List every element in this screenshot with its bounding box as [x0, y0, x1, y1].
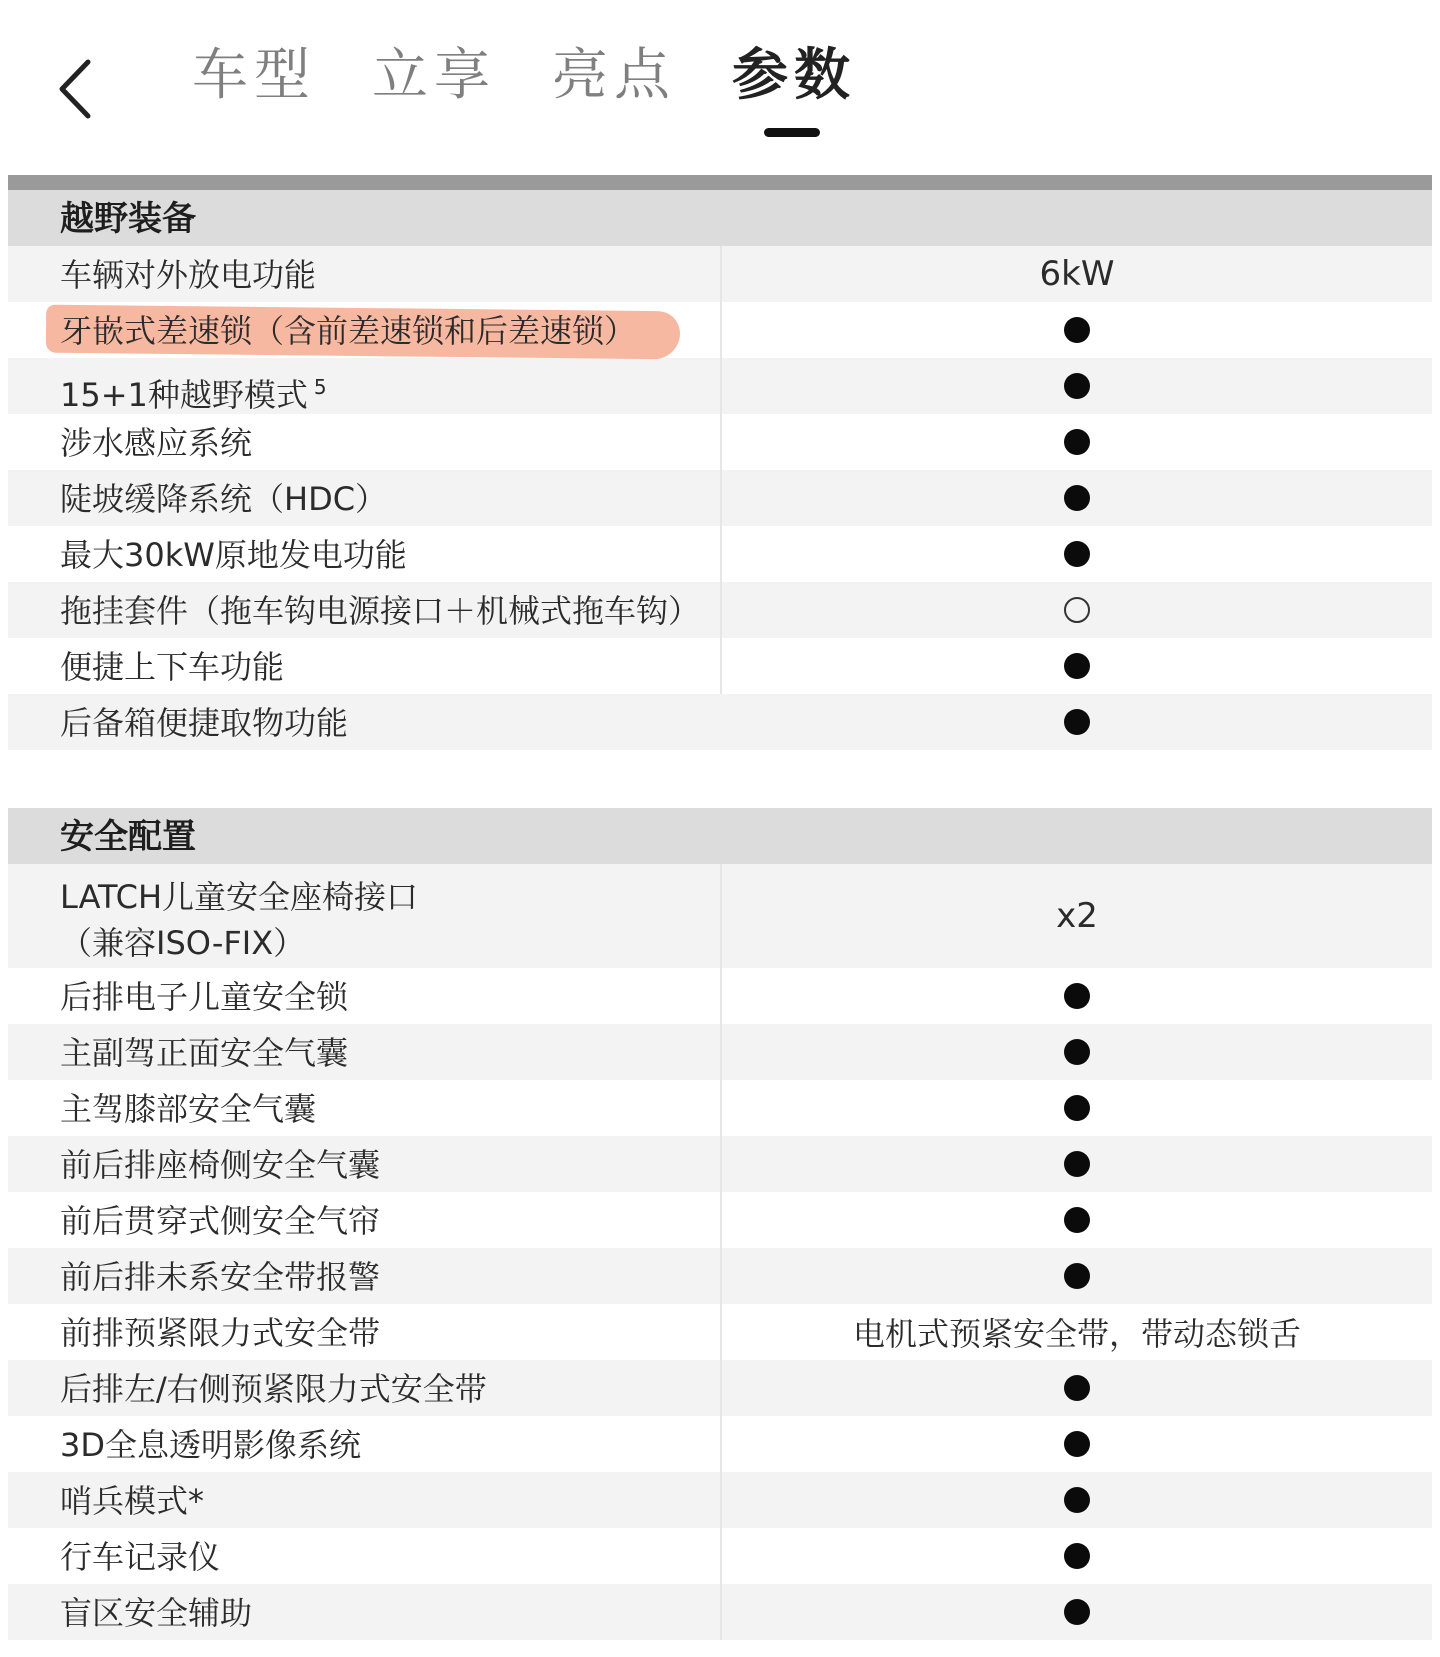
spec-label: 陡坡缓降系统（HDC）: [60, 480, 388, 518]
spec-value: [722, 582, 1432, 638]
spec-value-text: 6kW: [1039, 254, 1115, 294]
spec-label-line: （兼容ISO-FIX）: [60, 924, 306, 962]
spec-value: [722, 1528, 1432, 1584]
spec-value: [722, 1248, 1432, 1304]
standard-dot-icon: [1064, 1095, 1090, 1121]
spec-value: [722, 302, 1432, 358]
spec-label: 后排左/右侧预紧限力式安全带: [60, 1370, 487, 1408]
section-title: 越野装备: [60, 199, 196, 239]
standard-dot-icon: [1064, 1375, 1090, 1401]
standard-dot-icon: [1064, 1039, 1090, 1065]
spec-row: [8, 1472, 1432, 1528]
spec-value: [722, 1136, 1432, 1192]
spec-row: [8, 1416, 1432, 1472]
section-safety-configuration: [8, 808, 1432, 1640]
spec-label: 后排电子儿童安全锁: [60, 978, 349, 1016]
spec-row: [8, 526, 1432, 582]
spec-value: [722, 358, 1432, 414]
spec-value-text: x2: [1056, 896, 1098, 936]
spec-value: [722, 864, 1432, 968]
standard-dot-icon: [1064, 1599, 1090, 1625]
spec-value: [722, 526, 1432, 582]
spec-label: 前后排未系安全带报警: [60, 1258, 381, 1296]
standard-dot-icon: [1064, 1431, 1090, 1457]
spec-row: [8, 968, 1432, 1024]
spec-label: [60, 874, 580, 966]
spec-value: [722, 1584, 1432, 1640]
spec-row: [8, 1248, 1432, 1304]
spec-value: [722, 638, 1432, 694]
back-button[interactable]: [52, 54, 112, 124]
spec-value: [722, 968, 1432, 1024]
top-navigation: [0, 0, 1440, 170]
section-header: [8, 190, 1432, 246]
spec-label: 盲区安全辅助: [60, 1594, 253, 1632]
spec-value: [722, 694, 1432, 750]
spec-label: 涉水感应系统: [60, 424, 253, 462]
spec-label: 后备箱便捷取物功能: [60, 704, 349, 742]
spec-label: 前后贯穿式侧安全气帘: [60, 1202, 381, 1240]
spec-label-text: 15+1种越野模式: [60, 376, 308, 414]
spec-row: [8, 246, 1432, 302]
spec-value: [722, 1192, 1432, 1248]
spec-label: 拖挂套件（拖车钩电源接口＋机械式拖车钩）: [60, 592, 701, 630]
spec-row: [8, 694, 1432, 750]
standard-dot-icon: [1064, 1263, 1090, 1289]
standard-dot-icon: [1064, 653, 1090, 679]
optional-circle-icon: [1064, 597, 1090, 623]
chevron-left-icon: [52, 54, 112, 124]
spec-label-line: LATCH儿童安全座椅接口: [60, 878, 419, 916]
spec-label: 便捷上下车功能: [60, 648, 285, 686]
active-tab-indicator: [764, 128, 820, 137]
spec-row: [8, 1136, 1432, 1192]
spec-label: 最大30kW原地发电功能: [60, 536, 407, 574]
standard-dot-icon: [1064, 541, 1090, 567]
tab-car-model[interactable]: 车型: [192, 43, 316, 108]
spec-row: [8, 638, 1432, 694]
tab-lixiang[interactable]: 立享: [372, 43, 496, 108]
spec-value-text: 电机式预紧安全带，带动态锁舌: [852, 1315, 1301, 1353]
spec-label: 主驾膝部安全气囊: [60, 1090, 317, 1128]
standard-dot-icon: [1064, 1207, 1090, 1233]
spec-row: [8, 414, 1432, 470]
spec-label: 前后排座椅侧安全气囊: [60, 1146, 381, 1184]
spec-row-highlighted: [8, 302, 1432, 358]
spec-value: [722, 1416, 1432, 1472]
spec-label: [60, 358, 327, 414]
spec-row: [8, 1584, 1432, 1640]
section-title: 安全配置: [60, 817, 196, 857]
standard-dot-icon: [1064, 317, 1090, 343]
standard-dot-icon: [1064, 709, 1090, 735]
spec-label: 行车记录仪: [60, 1538, 221, 1576]
spec-label: 3D全息透明影像系统: [60, 1426, 362, 1464]
section-offroad-equipment: [8, 190, 1432, 750]
spec-row: [8, 470, 1432, 526]
spec-label: 前排预紧限力式安全带: [60, 1314, 381, 1352]
spec-row: [8, 1192, 1432, 1248]
spec-row: [8, 1304, 1432, 1360]
spec-value: [722, 414, 1432, 470]
standard-dot-icon: [1064, 983, 1090, 1009]
standard-dot-icon: [1064, 1543, 1090, 1569]
spec-row: [8, 1024, 1432, 1080]
spec-value: [722, 246, 1432, 302]
spec-label: 哨兵模式*: [60, 1482, 205, 1520]
tab-parameters[interactable]: 参数: [732, 43, 856, 108]
top-divider: [8, 175, 1432, 190]
section-header: [8, 808, 1432, 864]
spec-row: [8, 1528, 1432, 1584]
standard-dot-icon: [1064, 485, 1090, 511]
standard-dot-icon: [1064, 429, 1090, 455]
spec-value: [722, 470, 1432, 526]
footnote-marker: 5: [313, 375, 327, 399]
spec-value: [722, 1080, 1432, 1136]
spec-label: 车辆对外放电功能: [60, 256, 317, 294]
spec-value: [722, 1024, 1432, 1080]
spec-row: [8, 358, 1432, 414]
tab-highlights[interactable]: 亮点: [552, 43, 676, 108]
spec-label: 主副驾正面安全气囊: [60, 1034, 349, 1072]
standard-dot-icon: [1064, 1487, 1090, 1513]
spec-row: [8, 864, 1432, 968]
spec-row: [8, 1360, 1432, 1416]
standard-dot-icon: [1064, 1151, 1090, 1177]
spec-value: [722, 1304, 1432, 1360]
spec-value: [722, 1472, 1432, 1528]
spec-row: [8, 1080, 1432, 1136]
spec-label: 牙嵌式差速锁（含前差速锁和后差速锁）: [60, 312, 637, 350]
spec-value: [722, 1360, 1432, 1416]
standard-dot-icon: [1064, 373, 1090, 399]
spec-row: [8, 582, 1432, 638]
